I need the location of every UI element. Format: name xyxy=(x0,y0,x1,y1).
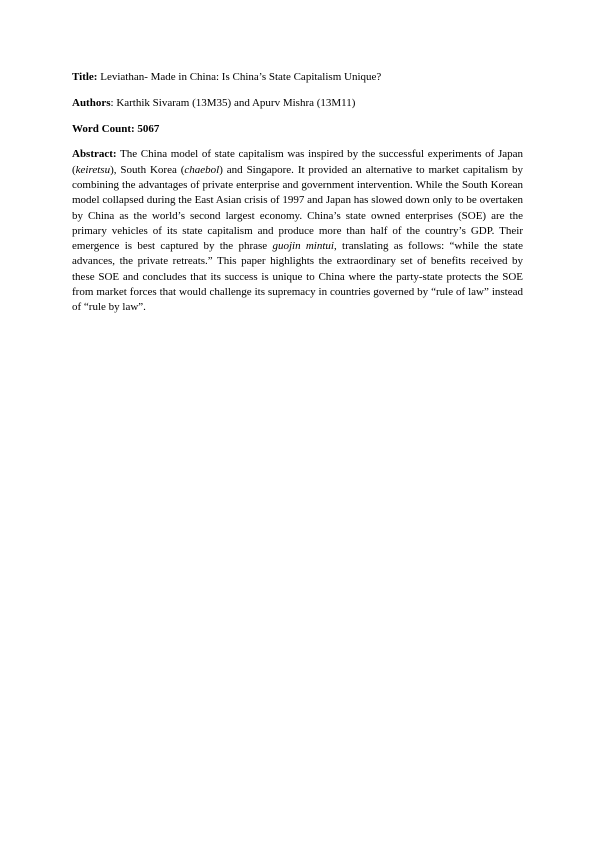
authors-line xyxy=(72,96,523,111)
abstract-text-2: ), South Korea ( xyxy=(110,163,185,176)
title-label: Title: xyxy=(72,71,98,83)
abstract-text-3: ) and Singapore. It provided an alternative to market capitalism by combining the advantages of private enterprise and government intervention. While the South Korean model collapsed during the East Asian crisis of 1997 and Japan has slowed down only to be overtaken by China as the world’s second largest economy. China’s state owned enterprises (SOE) are the primary vehicles of its state capitalism and produce more than half of the country’s GDP. Their emergence is best captured by the phrase xyxy=(72,163,523,253)
abstract-text-1: The China model of state capitalism was inspired by the successful experiments of Japan ( xyxy=(72,148,523,176)
word-count: Word Count: 5067 xyxy=(72,122,160,135)
abstract-paragraph xyxy=(72,147,523,315)
document-content xyxy=(72,70,523,316)
abstract-label: Abstract: xyxy=(72,148,117,161)
authors-text: : Karthik Sivaram (13M35) and Apurv Mishra (13M11) xyxy=(110,96,356,109)
abstract-term-chaebol: chaebol xyxy=(184,163,220,176)
abstract-term-keiretsu: keiretsu xyxy=(75,163,111,176)
abstract-term-guojin-mintui: guojin mintui xyxy=(272,240,334,253)
authors-label: Authors xyxy=(72,96,111,109)
abstract-text-4: , translating as follows: “while the state advances, the private retreats.” This paper highlights the extraordinary set of benefits received by these SOE and concludes that its success is unique to China where the party-state protects the SOE from market forces that would challenge its supremacy in countries governed by “rule of law” instead of “rule by law”. xyxy=(72,240,523,314)
title-text: Leviathan- Made in China: Is China’s State Capitalism Unique? xyxy=(97,71,382,83)
title-line xyxy=(72,70,523,85)
